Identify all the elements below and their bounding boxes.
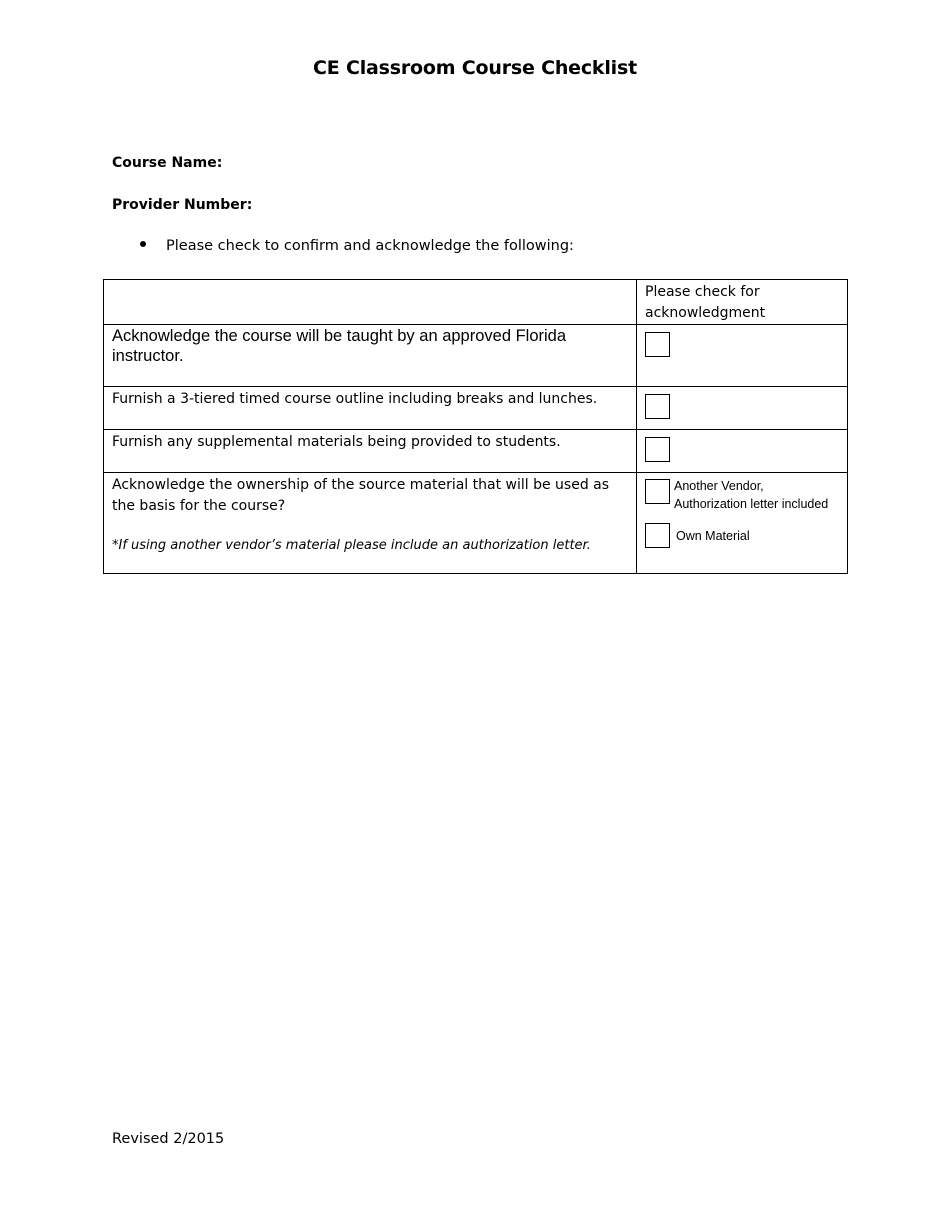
- row-text-cell: [104, 325, 637, 387]
- header-ack-cell: [637, 280, 848, 325]
- supplemental-materials-checkbox[interactable]: [645, 437, 670, 462]
- table-row: [104, 387, 848, 430]
- table-header-row: [104, 280, 848, 325]
- provider-number-label: Provider Number:: [112, 197, 253, 213]
- course-name-label: Course Name:: [112, 155, 223, 171]
- option-label-line1: Another Vendor,: [674, 479, 764, 493]
- bullet-icon: [140, 241, 146, 247]
- row-text-cell: [104, 387, 637, 430]
- row-text: Acknowledge the ownership of the source material that will be used as the basis for the course?: [112, 477, 610, 514]
- table-row: [104, 430, 848, 473]
- row-text: Furnish a 3-tiered timed course outline including breaks and lunches.: [112, 391, 598, 407]
- instruction-item: [140, 238, 574, 254]
- revised-date: Revised 2/2015: [112, 1131, 225, 1147]
- another-vendor-checkbox[interactable]: [645, 479, 670, 504]
- course-outline-checkbox[interactable]: [645, 394, 670, 419]
- table-row: [104, 325, 848, 387]
- row-check-cell: [637, 473, 848, 574]
- checklist-table: [103, 279, 848, 574]
- header-ack-label: Please check for acknowledgment: [645, 284, 766, 321]
- header-empty-cell: [104, 280, 637, 325]
- table-row: [104, 473, 848, 574]
- option-own-material: [645, 513, 839, 548]
- row-text: Acknowledge the course will be taught by an approved Florida instructor.: [112, 327, 567, 365]
- row-text: Furnish any supplemental materials being provided to students.: [112, 434, 561, 450]
- option-another-vendor: [645, 473, 839, 513]
- row-footnote: *If using another vendor’s material please include an authorization letter.: [112, 538, 591, 553]
- row-text-cell: [104, 473, 637, 574]
- option-label: [674, 477, 828, 513]
- row-text-cell: [104, 430, 637, 473]
- option-label: Own Material: [676, 529, 750, 543]
- instruction-text: Please check to confirm and acknowledge the following:: [166, 238, 574, 254]
- row-check-cell: [637, 430, 848, 473]
- row-check-cell: [637, 387, 848, 430]
- row-check-cell: [637, 325, 848, 387]
- page-title: CE Classroom Course Checklist: [313, 57, 637, 79]
- own-material-checkbox[interactable]: [645, 523, 670, 548]
- option-label-line2: Authorization letter included: [674, 497, 829, 511]
- approved-instructor-checkbox[interactable]: [645, 332, 670, 357]
